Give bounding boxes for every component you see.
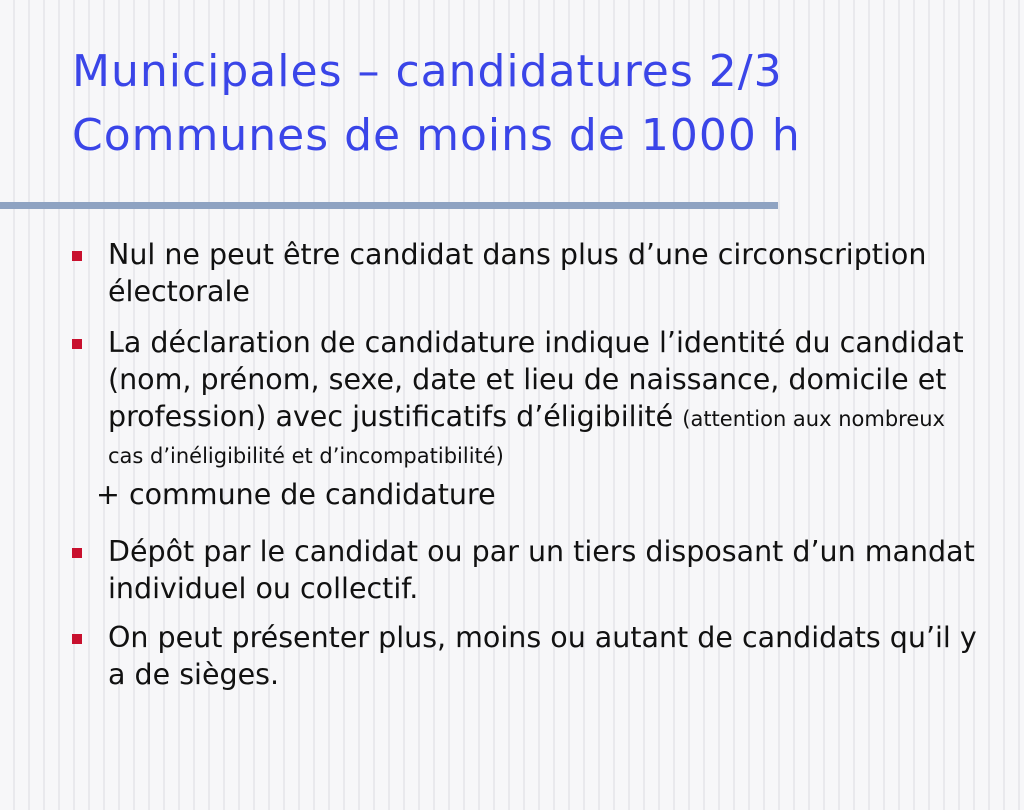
bullet-item-3	[0, 533, 1024, 607]
bullet-item-2	[0, 324, 1024, 472]
bullet-continuation-2: + commune de candidature	[96, 478, 496, 511]
square-bullet-icon	[72, 548, 82, 558]
slide-title	[72, 40, 801, 168]
slide-title-line-1: Municipales – candidatures 2/3	[72, 46, 783, 97]
bullet-text-1: Nul ne peut être candidat dans plus d’une circonscription électorale	[108, 238, 927, 308]
bullet-text-4: On peut présenter plus, moins ou autant de candidats qu’il y a de sièges.	[108, 621, 977, 691]
bullet-text-2	[108, 324, 984, 472]
bullet-item-4	[0, 619, 1024, 693]
bullet-item-1	[0, 236, 1024, 310]
square-bullet-icon	[72, 339, 82, 349]
bullet-text-3: Dépôt par le candidat ou par un tiers disposant d’un mandat individuel ou collectif.	[108, 535, 975, 605]
bullet-text-2-main: La déclaration de candidature indique l’identité du candidat (nom, prénom, sexe, date et lieu de naissance, domicile et profession) avec justificatifs d’éligibilité	[108, 326, 964, 433]
title-divider	[0, 202, 778, 209]
slide-title-line-2: Communes de moins de 1000 h	[72, 110, 801, 161]
bullet-list	[0, 236, 1024, 693]
bullet-note-2: (attention aux nombreux cas d’inéligibilité et d’incompatibilité)	[108, 407, 945, 468]
square-bullet-icon	[72, 251, 82, 261]
square-bullet-icon	[72, 634, 82, 644]
